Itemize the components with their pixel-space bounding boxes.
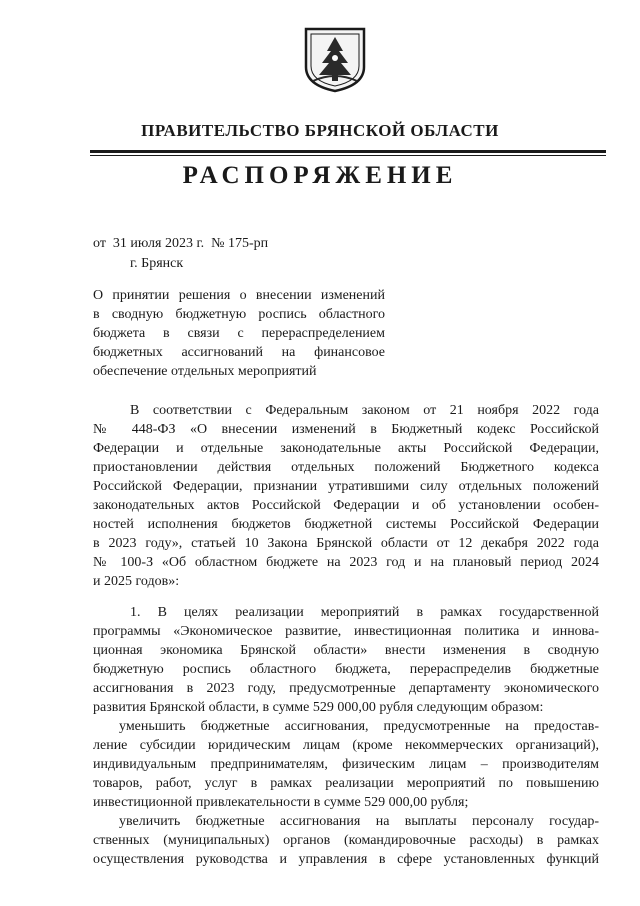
body-line: Российской Федерации, признании утратившими силу отдельных положений [93,479,599,494]
date-number-line: от 31 июля 2023 г. № 175-рп [93,236,269,251]
reduce-paragraph [93,717,599,812]
body-line: № 448-ФЗ «О внесении изменений в Бюджетный кодекс Российской [93,422,599,437]
body-line: приостановлении действия отдельных положений Бюджетного кодекса [93,460,599,475]
header-divider-thick [90,150,606,153]
subject-line: обеспечение отдельных мероприятий [93,364,317,379]
document-body [93,401,599,869]
body-line: уменьшить бюджетные ассигнования, предусмотренные на предостав- [119,719,599,734]
subject-line: О принятии решения о внесении изменений [93,288,385,303]
body-line: № 100-З «Об областном бюджете на 2023 год и на плановый период 2024 [93,555,599,570]
body-line: и 2025 годов»: [93,574,180,589]
body-line: инвестиционной привлекательности в сумме 529 000,00 рубля; [93,795,469,810]
body-line: в 2023 году», статьей 10 Закона Брянской области от 12 декабря 2022 года [93,536,599,551]
body-line: ственных (муниципальных) органов (командировочные расходы) в рамках [93,833,599,848]
body-line: Федерации и отдельные законодательные акты Российской Федерации, [93,441,599,456]
document-type-title: РАСПОРЯЖЕНИЕ [182,162,458,189]
body-line: осуществления руководства и управления в сфере установленных функций [93,852,599,867]
document-meta [93,234,268,274]
document-subject [93,286,385,381]
body-line: увеличить бюджетные ассигнования на выплаты персоналу государ- [119,814,599,829]
subject-line: бюджета в связи с перераспределением [93,326,385,341]
body-line: ционная экономика Брянской области» внести изменения в сводную [93,643,599,658]
subject-line: бюджетных ассигнований на финансовое [93,345,385,360]
body-line: ностей исполнения бюджетов бюджетной системы Российской Федерации [93,517,599,532]
body-line: индивидуальным предпринимателям, физическим лицам – производителям [93,757,599,772]
body-line: ление субсидии юридическим лицам (кроме некоммерческих организаций), [93,738,599,753]
preamble-paragraph [93,401,599,591]
increase-paragraph [93,812,599,869]
item-1-paragraph [93,603,599,717]
header-divider-thin [90,155,606,156]
body-line: товаров, работ, услуг в рамках реализации мероприятий по повышению [93,776,599,791]
subject-line: в сводную бюджетную роспись областного [93,307,385,322]
organization-title: ПРАВИТЕЛЬСТВО БРЯНСКОЙ ОБЛАСТИ [141,121,499,140]
body-line: бюджетную роспись областного бюджета, перераспределив бюджетные [93,662,599,677]
body-line: ассигнования в 2023 году, предусмотренные департаменту экономического [93,681,599,696]
coat-of-arms-icon [303,27,367,93]
body-line: программы «Экономическое развитие, инвестиционная политика и иннова- [93,624,599,639]
body-line: развития Брянской области, в сумме 529 000,00 рубля следующим образом: [93,700,544,715]
body-line: 1. В целях реализации мероприятий в рамках государственной [130,605,599,620]
body-line: В соответствии с Федеральным законом от 21 ноября 2022 года [130,403,599,418]
city-line: г. Брянск [130,256,184,271]
body-line: законодательных актов Российской Федерации и об установлении особен- [93,498,599,513]
